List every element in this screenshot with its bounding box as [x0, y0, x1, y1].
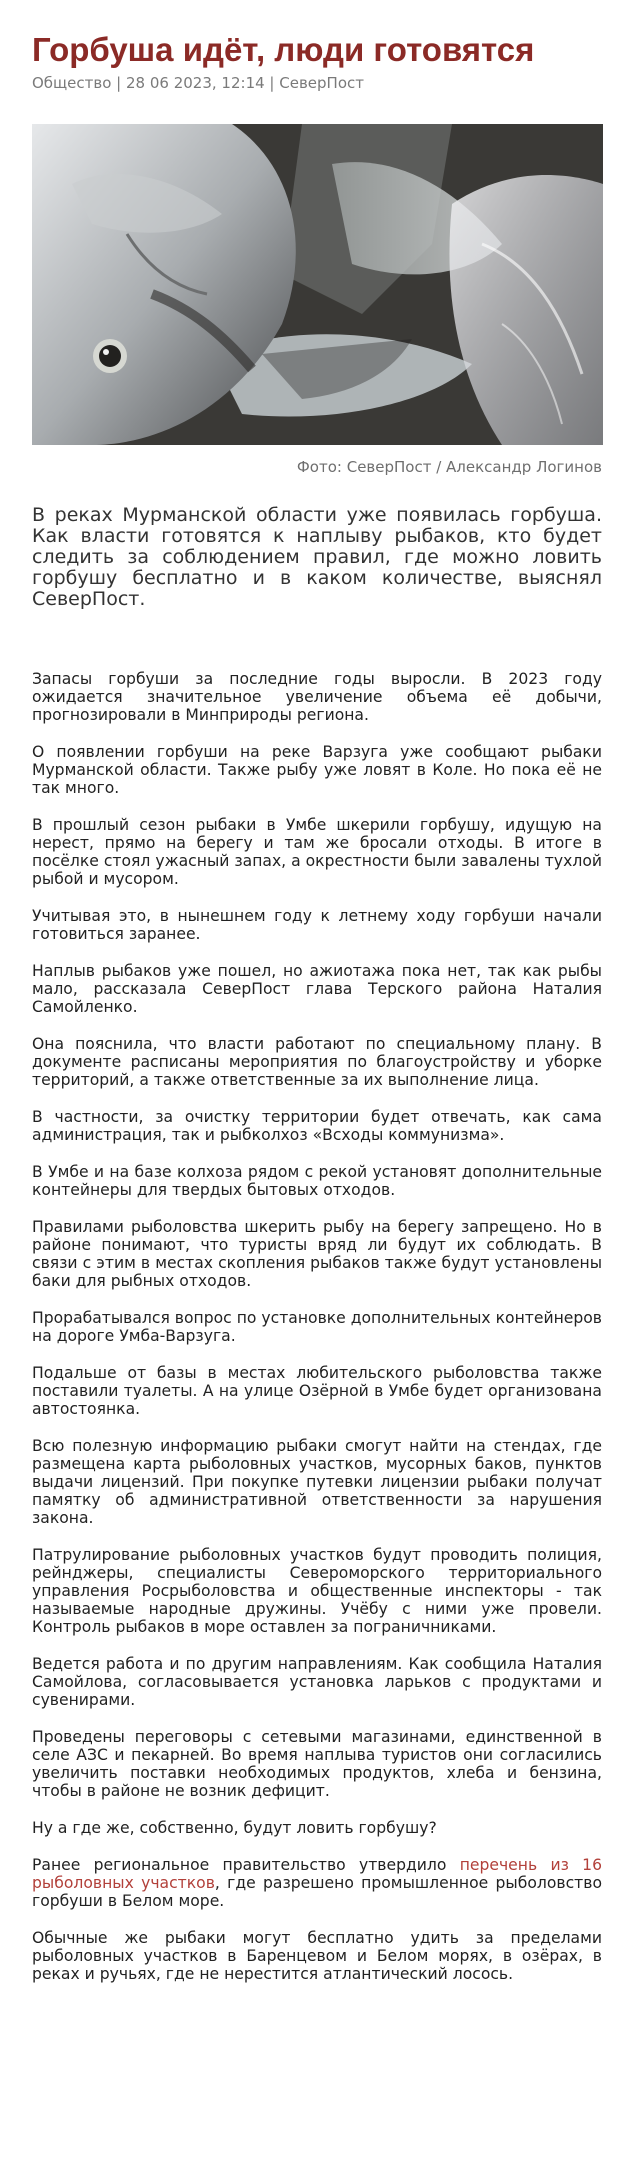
paragraph: Учитывая это, в нынешнем году к летнему ходу горбуши начали готовиться заранее. [32, 907, 602, 943]
paragraph: В частности, за очистку территории будет отвечать, как сама администрация, так и рыбколхоз «Всходы коммунизма». [32, 1108, 602, 1144]
link-paragraph-before: Ранее региональное правительство утвердило [32, 1856, 460, 1874]
paragraph: Подальше от базы в местах любительского рыболовства также поставили туалеты. А на улице Озёрной в Умбе будет организована автостоянка. [32, 1364, 602, 1418]
article-photo [32, 124, 603, 445]
paragraph: Обычные же рыбаки могут бесплатно удить за пределами рыболовных участков в Баренцевом и Белом морях, в озёрах, в реках и ручьях, где не нерестится атлантический лосось. [32, 1929, 602, 1983]
paragraph: Прорабатывался вопрос по установке дополнительных контейнеров на дороге Умба-Варзуга. [32, 1309, 603, 1345]
photo-caption: Фото: СеверПост / Александр Логинов [296, 458, 602, 476]
article-meta: Общество | 28 06 2023, 12:14 | СеверПост [32, 74, 364, 92]
paragraph: Наплыв рыбаков уже пошел, но ажиотажа пока нет, так как рыбы мало, рассказала СеверПост глава Терского района Наталия Самойленко. [32, 962, 602, 1016]
article-lead: В реках Мурманской области уже появилась горбуша. Как власти готовятся к наплыву рыбаков, кто будет следить за соблюдением правил, где можно ловить горбушу бесплатно и в каком количестве, выяснял СеверПост. [32, 504, 602, 610]
paragraph: Проведены переговоры с сетевыми магазинами, единственной в селе АЗС и пекарней. Во время наплыва туристов они согласились увеличить поставки необходимых продуктов, хлеба и бензина, чтобы в районе не возник дефицит. [32, 1728, 602, 1800]
paragraph: Ведется работа и по другим направлениям. Как сообщила Наталия Самойлова, согласовывается установка ларьков с продуктами и сувенирами. [32, 1655, 602, 1709]
article-title: Горбуша идёт, люди готовятся [32, 31, 535, 68]
paragraph: Патрулирование рыболовных участков будут проводить полиция, рейнджеры, специалисты Североморского территориального управления Росрыболовства и общественные инспекторы - так называемые народные дружины. Учёбу с ними уже провели. Контроль рыбаков в море оставлен за пограничниками. [32, 1546, 602, 1636]
fishing-areas-link[interactable]: перечень из 16 рыболовных участков [32, 1856, 602, 1892]
paragraph: Правилами рыболовства шкерить рыбу на берегу запрещено. Но в районе понимают, что туристы вряд ли будут их соблюдать. В связи с этим в местах скопления рыбаков также будут установлены баки для рыбных отходов. [32, 1218, 602, 1290]
paragraph: Ну а где же, собственно, будут ловить горбушу? [32, 1819, 437, 1837]
paragraph: О появлении горбуши на реке Варзуга уже сообщают рыбаки Мурманской области. Также рыбу уже ловят в Коле. Но пока её не так много. [32, 743, 602, 797]
paragraph: Запасы горбуши за последние годы выросли. В 2023 году ожидается значительное увеличение объема её добычи, прогнозировали в Минприроды региона. [32, 670, 602, 724]
link-paragraph-after: , где разрешено промышленное рыболовство горбуши в Белом море. [32, 1874, 602, 1910]
article-body [32, 670, 602, 2002]
paragraph: В Умбе и на базе колхоза рядом с рекой установят дополнительные контейнеры для твердых бытовых отходов. [32, 1163, 602, 1199]
paragraph: В прошлый сезон рыбаки в Умбе шкерили горбушу, идущую на нерест, прямо на берегу и там же бросали отходы. В итоге в посёлке стоял ужасный запах, а окрестности были завалены тухлой рыбой и мусором. [32, 816, 602, 888]
paragraph: Всю полезную информацию рыбаки смогут найти на стендах, где размещена карта рыболовных участков, мусорных баков, пунктов выдачи лицензий. При покупке путевки лицензии рыбаки получат памятку об административной ответственности за нарушения закона. [32, 1437, 602, 1527]
paragraph: Она пояснила, что власти работают по специальному плану. В документе расписаны мероприятия по благоустройству и уборке территорий, а также ответственные за их выполнение лица. [32, 1035, 602, 1089]
paragraph-with-link [32, 1856, 602, 1910]
